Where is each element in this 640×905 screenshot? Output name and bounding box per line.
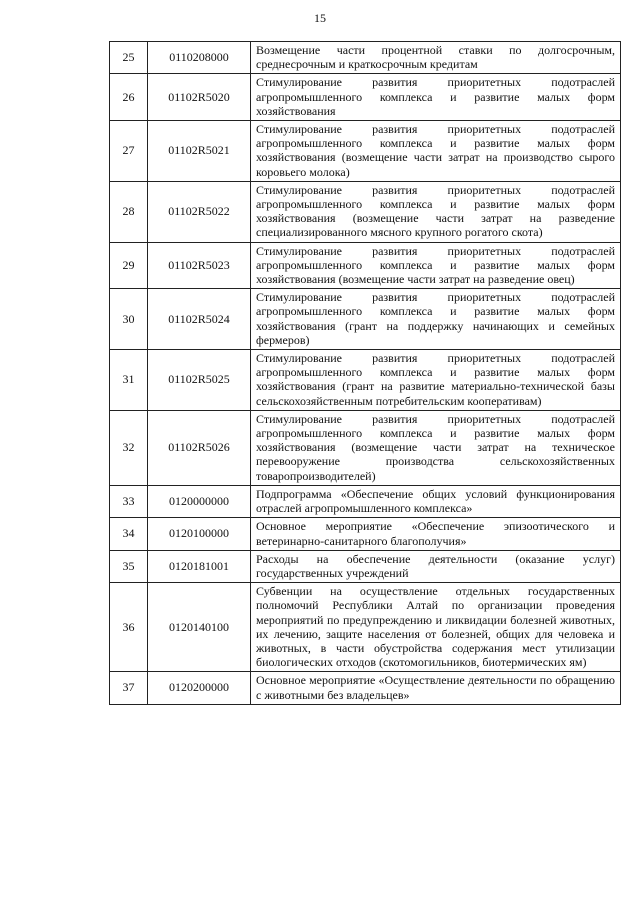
row-number-cell: 31 [110,350,148,411]
budget-code-cell: 0110208000 [148,42,251,74]
description-cell: Основное мероприятие «Осуществление деятельности по обращению с животными без владельцев» [251,672,621,704]
budget-code-cell: 01102R5021 [148,121,251,182]
description-cell: Расходы на обеспечение деятельности (оказание услуг) государственных учреждений [251,550,621,582]
description-cell: Стимулирование развития приоритетных подотраслей агропромышленного комплекса и развитие малых форм хозяйствования (возмещение части затрат на разведение специализированного мясного крупного рогатого скота) [251,181,621,242]
row-number-cell: 32 [110,410,148,485]
description-cell: Стимулирование развития приоритетных подотраслей агропромышленного комплекса и развитие малых форм хозяйствования (грант на поддержку начинающих и семейных фермеров) [251,289,621,350]
table-row [110,485,621,517]
table-row [110,350,621,411]
table-row [110,410,621,485]
description-cell: Стимулирование развития приоритетных подотраслей агропромышленного комплекса и развитие малых форм хозяйствования (грант на развитие материально-технической базы сельскохозяйственным потребительским кооперативам) [251,350,621,411]
table-row [110,74,621,121]
row-number-cell: 33 [110,485,148,517]
description-cell: Подпрограмма «Обеспечение общих условий функционирования отраслей агропромышленного комплекса» [251,485,621,517]
description-cell: Стимулирование развития приоритетных подотраслей агропромышленного комплекса и развитие малых форм хозяйствования (возмещение части затрат на техническое перевооружение производства сельскохозяйственных товаропроизводителей) [251,410,621,485]
budget-codes-table [109,41,621,705]
row-number-cell: 26 [110,74,148,121]
row-number-cell: 37 [110,672,148,704]
table-row [110,518,621,550]
description-cell: Стимулирование развития приоритетных подотраслей агропромышленного комплекса и развитие малых форм хозяйствования (возмещение части затрат на производство сырого коровьего молока) [251,121,621,182]
page-number: 15 [314,11,326,25]
budget-code-cell: 0120100000 [148,518,251,550]
description-cell: Основное мероприятие «Обеспечение эпизоотического и ветеринарно-санитарного благополучия» [251,518,621,550]
table-body [110,42,621,705]
table-row [110,583,621,672]
row-number-cell: 34 [110,518,148,550]
budget-code-cell: 01102R5023 [148,242,251,289]
description-cell: Субвенции на осуществление отдельных государственных полномочий Республики Алтай по организации проведения мероприятий по предупреждению и ликвидации болезней животных, их лечению, защите населения от болезней, общих для человека и животных, в части обустройства содержания мест утилизации биологических отходов (скотомогильников, биотермических ям) [251,583,621,672]
description-cell: Стимулирование развития приоритетных подотраслей агропромышленного комплекса и развитие малых форм хозяйствования (возмещение части затрат на разведение овец) [251,242,621,289]
table-row [110,242,621,289]
description-cell: Стимулирование развития приоритетных подотраслей агропромышленного комплекса и развитие малых форм хозяйствования [251,74,621,121]
row-number-cell: 28 [110,181,148,242]
budget-code-cell: 01102R5025 [148,350,251,411]
table-row [110,181,621,242]
budget-code-cell: 01102R5026 [148,410,251,485]
budget-code-cell: 01102R5022 [148,181,251,242]
row-number-cell: 27 [110,121,148,182]
description-cell: Возмещение части процентной ставки по долгосрочным, среднесрочным и краткосрочным кредитам [251,42,621,74]
budget-code-cell: 0120200000 [148,672,251,704]
row-number-cell: 30 [110,289,148,350]
row-number-cell: 36 [110,583,148,672]
table-row [110,672,621,704]
table-row [110,550,621,582]
budget-code-cell: 0120181001 [148,550,251,582]
row-number-cell: 29 [110,242,148,289]
table-row [110,121,621,182]
row-number-cell: 25 [110,42,148,74]
table-row [110,289,621,350]
budget-code-cell: 0120000000 [148,485,251,517]
table-row [110,42,621,74]
budget-code-cell: 01102R5024 [148,289,251,350]
row-number-cell: 35 [110,550,148,582]
budget-code-cell: 0120140100 [148,583,251,672]
budget-code-cell: 01102R5020 [148,74,251,121]
